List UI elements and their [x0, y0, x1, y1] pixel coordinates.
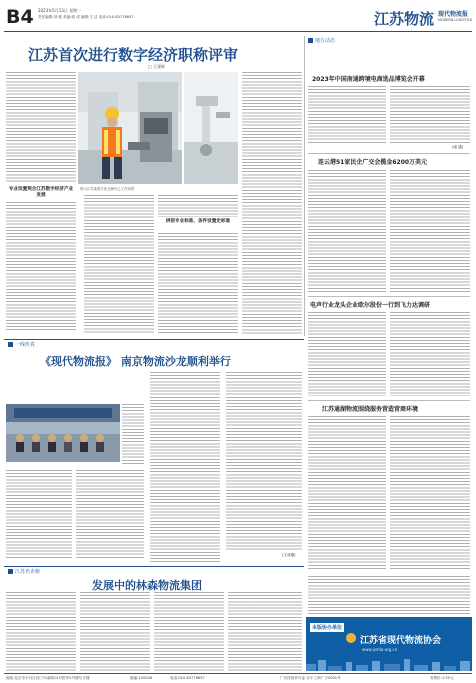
- bottom-text-col3: [154, 592, 224, 672]
- lead-text-col3: [158, 195, 238, 217]
- lead-photo-2: [184, 72, 238, 184]
- masthead-rule: [4, 31, 472, 32]
- bottom-text-col5: [308, 576, 470, 614]
- news-text-4a: [308, 416, 386, 570]
- bottom-text-col2: [80, 592, 150, 672]
- section-marker-icon: [308, 38, 313, 43]
- lead-text-col3b: [158, 233, 238, 333]
- ad-banner: [306, 617, 472, 671]
- lead-subhead-2: 拼前专业标准、条件设置定标准: [165, 219, 231, 224]
- ad-url: www.jsmla.org.cn: [362, 647, 398, 652]
- lead-text-col1b: [6, 202, 76, 332]
- lead-text-col1: [6, 72, 76, 182]
- news-text-2a: [308, 170, 386, 292]
- middle-section-label: [8, 341, 35, 348]
- middle-byline: (王成镇): [282, 553, 296, 557]
- bottom-text-col4: [228, 592, 302, 672]
- footer-postcode: 邮编:100048: [130, 676, 153, 680]
- news-section-label-text: 地方动态: [315, 38, 336, 44]
- ad-logo-icon: [346, 633, 356, 643]
- news-text-2b: [390, 170, 470, 292]
- news-text-3a: [308, 312, 386, 396]
- section-title: 江苏物流: [374, 10, 435, 28]
- ad-text: 江苏省现代物流协会: [360, 636, 442, 646]
- news-rule-1: [308, 153, 470, 154]
- ad-skyline: [306, 657, 472, 671]
- section-marker-icon: [8, 569, 13, 574]
- region-line: MODERN LOGISTICS: [438, 18, 473, 22]
- footer-rule: [4, 673, 472, 674]
- news-title-1: 2023年中国南通跨境电商选品博览会开幕: [312, 76, 425, 83]
- paper-name: 现代物流报: [438, 11, 469, 18]
- bottom-rule: [4, 566, 304, 567]
- ad-heading: 本版协办单位: [312, 625, 343, 631]
- middle-text-photo-side: [122, 404, 144, 466]
- bottom-title: 发展中的林森物流集团: [92, 579, 202, 592]
- middle-text-col4: [226, 372, 302, 552]
- news-title-3: 电声行业龙头企业欧尔股份一行到飞力达调研: [310, 302, 431, 309]
- column-divider: [304, 36, 305, 336]
- footer-license: 广告经营许可证:京丰工商广字0001号: [280, 676, 341, 680]
- middle-text-col3: [150, 372, 220, 562]
- section-marker-icon: [8, 342, 13, 347]
- news-tag: (南 通): [452, 145, 464, 149]
- news-text-1a: [308, 86, 386, 144]
- middle-title: 《现代物流报》 南京物流沙龙顺利举行: [40, 355, 231, 368]
- lead-byline: □ 王建辉: [148, 64, 166, 69]
- lead-title: 江苏首次进行数字经济职称评审: [28, 46, 239, 64]
- footer-price: 零售价:1.50元: [430, 676, 454, 680]
- bottom-section-label-text: 江苏名企榜: [15, 569, 41, 575]
- news-title-2: 连云港51家民企广交会揽金6200万美元: [318, 159, 428, 166]
- news-text-4b: [390, 416, 470, 570]
- middle-photo: [6, 404, 120, 462]
- news-section-label: [308, 37, 335, 44]
- middle-text-col2: [76, 470, 144, 560]
- news-text-3b: [390, 312, 470, 396]
- bottom-text-col1: [6, 592, 76, 672]
- page-number: B4: [6, 6, 34, 28]
- middle-text-col1: [6, 470, 72, 560]
- news-rule-3: [308, 400, 470, 401]
- news-rule-2: [308, 296, 470, 297]
- bottom-section-label: [8, 568, 40, 575]
- middle-rule: [4, 339, 304, 340]
- lead-text-col2: [84, 195, 154, 333]
- middle-section-label-text: 一线传真: [15, 342, 36, 348]
- news-text-1b: [390, 86, 470, 144]
- contact-line: 责任编辑:刘 敏 美编:薛 成 编辑:王 洁 电话:010-83776857: [38, 15, 134, 19]
- masthead: [4, 4, 472, 34]
- date-line: 2023年5月13日 星期一: [38, 8, 82, 13]
- lead-photo: [78, 72, 182, 184]
- lead-photo-caption: 图为江苏某数字化仓储中心工作场景: [80, 187, 135, 191]
- lead-text-col4: [242, 72, 302, 334]
- footer-phone: 电话:010-83776857: [170, 676, 205, 680]
- footer-address: 地址:北京市丰台区西三环南路14号院甲2号楼写字楼: [6, 676, 90, 680]
- lead-subhead-1: 专业设置契合江苏数字经济产业发展: [8, 187, 74, 198]
- news-title-4: 江苏通湖物流围绕服务营造营商环境: [322, 406, 419, 413]
